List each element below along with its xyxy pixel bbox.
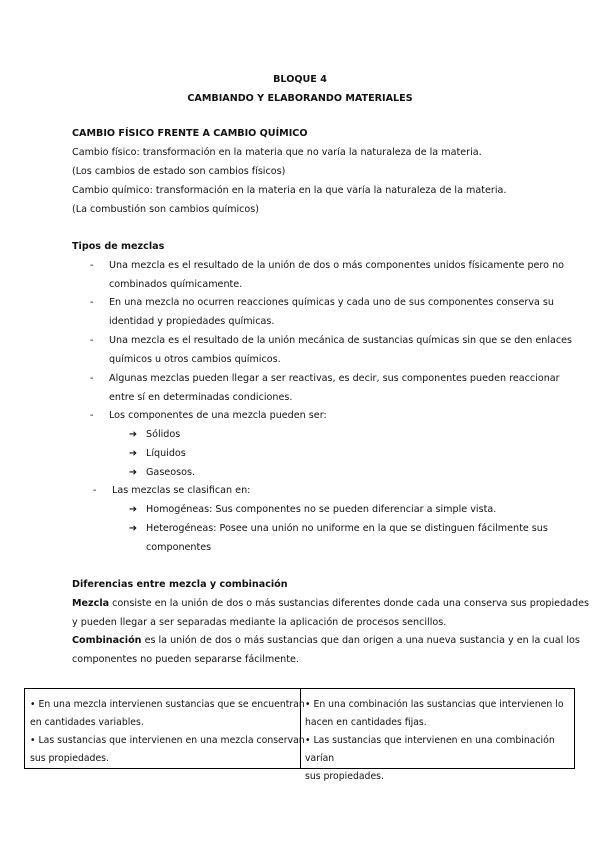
arrow-icon: ➔ xyxy=(129,448,138,459)
comparison-table xyxy=(24,688,575,782)
section-heading-tipos: Tipos de mezclas xyxy=(72,241,165,252)
page-title: CAMBIANDO Y ELABORANDO MATERIALES xyxy=(187,93,413,104)
class-item: Heterogéneas: Posee una unión no uniforme en la que se distinguen fácilmente sus xyxy=(146,523,548,534)
combinacion-term: Combinación xyxy=(72,635,142,646)
section-heading-diferencias: Diferencias entre mezcla y combinación xyxy=(72,579,288,590)
class-item: componentes xyxy=(146,542,212,553)
combinacion-definition xyxy=(72,631,580,650)
bullet-text: En una mezcla no ocurren reacciones químicas y cada uno de sus componentes conserva su xyxy=(109,297,555,308)
combinacion-def-2: componentes no pueden separarse fácilmente. xyxy=(72,654,299,665)
mezcla-term: Mezcla xyxy=(72,598,110,609)
cell-line: sus propiedades. xyxy=(30,753,109,764)
cell-line: sus propiedades. xyxy=(305,771,384,782)
dash-bullet: - xyxy=(90,260,94,271)
cell-line: • Las sustancias que intervienen en una mezcla conservan xyxy=(30,735,305,746)
table-cell-mezcla xyxy=(30,696,305,768)
paragraph-line: (La combustión son cambios químicos) xyxy=(72,204,260,215)
mezcla-definition xyxy=(72,594,589,613)
state-item: Líquidos xyxy=(146,448,186,459)
arrow-icon: ➔ xyxy=(129,467,138,478)
dash-bullet: - xyxy=(90,410,94,421)
paragraph-line: Cambio físico: transformación en la materia que no varía la naturaleza de la materia. xyxy=(72,147,482,158)
bloque-label: BLOQUE 4 xyxy=(273,74,327,85)
section-heading-cambio: CAMBIO FÍSICO FRENTE A CAMBIO QUÍMICO xyxy=(72,128,308,139)
bullet-text: químicos u otros cambios químicos. xyxy=(109,354,281,365)
dash-bullet: - xyxy=(93,485,97,496)
cell-line: • En una combinación las sustancias que intervienen lo xyxy=(305,699,564,710)
dash-bullet: - xyxy=(90,297,94,308)
bullet-text: Una mezcla es el resultado de la unión de dos o más componentes unidos físicamente pero no xyxy=(109,260,565,271)
table-cell-combinacion xyxy=(305,696,574,786)
state-item: Sólidos xyxy=(146,429,181,440)
combinacion-def: es la unión de dos o más sustancias que dan origen a una nueva sustancia y en la cual los xyxy=(144,635,580,646)
paragraph-line: (Los cambios de estado son cambios físicos) xyxy=(72,166,286,177)
arrow-icon: ➔ xyxy=(129,523,138,534)
cell-line: en cantidades variables. xyxy=(30,717,144,728)
state-item: Gaseosos. xyxy=(146,467,195,478)
cell-line: • Las sustancias que intervienen en una combinación varían xyxy=(305,735,555,764)
class-item: Homogéneas: Sus componentes no se pueden diferenciar a simple vista. xyxy=(146,504,497,515)
dash-bullet: - xyxy=(90,373,94,384)
paragraph-line: Cambio químico: transformación en la materia en la que varía la naturaleza de la materia. xyxy=(72,185,507,196)
bullet-text: combinados químicamente. xyxy=(109,279,243,290)
bullet-text: Las mezclas se clasifican en: xyxy=(112,485,251,496)
bullet-text: Algunas mezclas pueden llegar a ser reactivas, es decir, sus componentes pueden reaccionar xyxy=(109,373,560,384)
bullet-text: Una mezcla es el resultado de la unión mecánica de sustancias químicas sin que se den enlaces xyxy=(109,335,573,346)
mezcla-def-2: y pueden llegar a ser separadas mediante la aplicación de procesos sencillos. xyxy=(72,617,447,628)
arrow-icon: ➔ xyxy=(129,504,138,515)
cell-line: • En una mezcla intervienen sustancias que se encuentran xyxy=(30,699,305,710)
dash-bullet: - xyxy=(90,335,94,346)
bullet-text: Los componentes de una mezcla pueden ser: xyxy=(109,410,327,421)
arrow-icon: ➔ xyxy=(129,429,138,440)
bullet-text: identidad y propiedades químicas. xyxy=(109,316,275,327)
cell-line: hacen en cantidades fijas. xyxy=(305,717,427,728)
bullet-text: entre sí en determinadas condiciones. xyxy=(109,392,293,403)
mezcla-def: consiste en la unión de dos o más sustancias diferentes donde cada una conserva sus propiedades xyxy=(112,598,590,609)
